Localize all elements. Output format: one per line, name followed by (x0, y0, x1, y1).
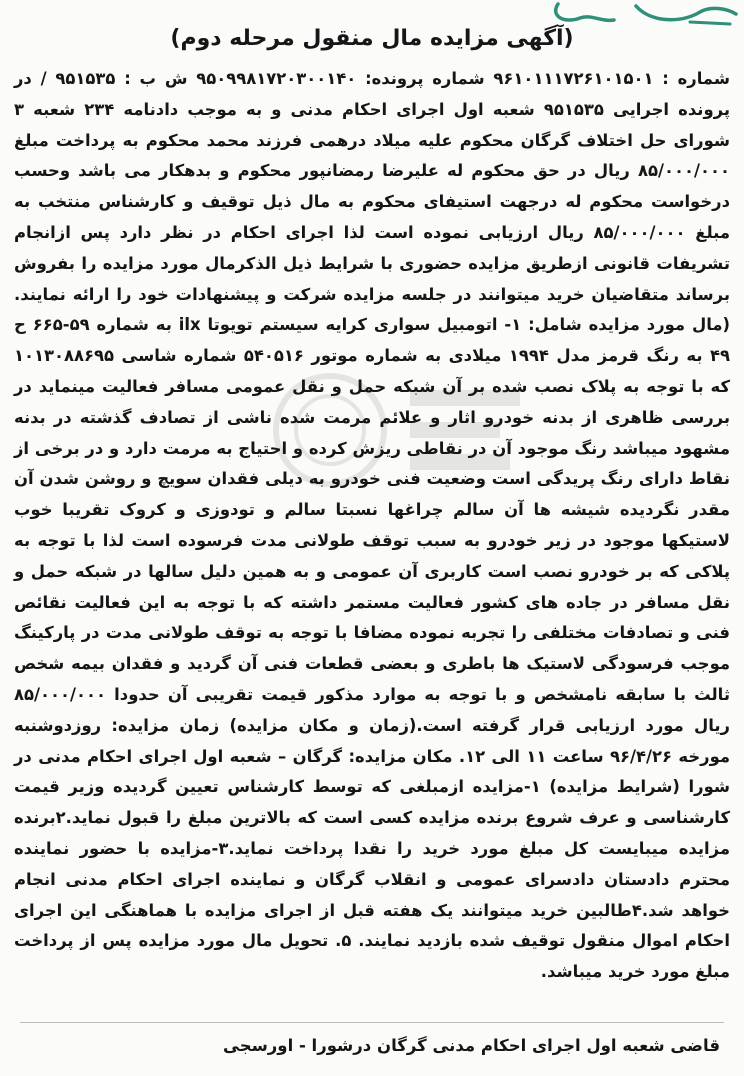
notice-body (14, 64, 730, 988)
notice-title: (آگهی مزایده مال منقول مرحله دوم) (170, 26, 574, 51)
notice-body-paragraph: شماره : ۹۶۱۰۱۱۱۷۲۶۱۰۱۵۰۱ شماره پرونده: ۹۵۰۹۹۸۱۷۲۰۳۰۰۱۴۰ ش ب : ۹۵۱۵۳۵ / در پرونده اجرایی ۹۵۱۵۳۵ شعبه اول اجرای احکام مدنی و به موجب دادنامه ۲۳۴ شعبه ۳ شورای حل اختلاف گرگان محکوم علیه میلاد درهمی فرزند محمد محکوم به پرداخت مبلغ ۸۵/۰۰۰/۰۰۰ ریال در حق محکوم له علیرضا رمضانپور محکوم و بدهکار می باشد وحسب درخواست محکوم له درجهت استیفای محکوم به مال ذیل توقیف و کارشناس منتخب به مبلغ ۸۵/۰۰۰/۰۰۰ ریال ارزیابی نموده است لذا اجرای احکام در نظر دارد پس ازانجام تشریفات قانونی ازطریق مزایده حضوری با شرایط ذیل الذکرمال مورد مزایده را بفروش برساند متقاضیان خرید میتوانند در جلسه مزایده شرکت و پیشنهادات خود را ارائه نمایند. (مال مورد مزایده شامل: ۱- اتومبیل سواری کرایه سیستم تویوتا ilx به شماره ۵۹-۶۶۵ ح ۴۹ به رنگ قرمز مدل ۱۹۹۴ میلادی به شماره موتور ۵۴۰۵۱۶ شماره شاسی ۱۰۱۳۰۸۸۶۹۵ که با توجه به پلاک نصب شده بر آن شبکه حمل و نقل عمومی مسافر فعالیت مینماید در بررسی ظاهری از بدنه خودرو اثار و علائم مرمت شده ناشی از تصادف گذشته در بدنه مشهود میباشد رنگ موجود آن در نقاطی ریزش کرده و احتیاج به مرمت دارد و در برخی از نقاط دارای رنگ پریدگی است وضعیت فنی خودرو به دیلی فقدان سویچ و روشن شدن آن مقدر نگردیده شیشه ها آن سالم چراغها نسبتا سالم و تودوزی و کروک تقریبا خوب لاستیکها موجود در زیر خودرو به سبب توقف طولانی مدت فرسوده است لذا با توجه به پلاکی که بر خودرو نصب است کاربری آن عمومی و به همین دلیل سالها در شبکه حمل و نقل مسافر در جاده های کشور فعالیت مستمر داشته که با توجه به این فعالیت نقائص فنی و تصادفات مختلفی را تجربه نموده مضافا با توجه به توقف طولانی مدت در پارکینگ موجب فرسودگی لاستیک ها باطری و بعضی قطعات فنی آن گردید و فقدان بیمه شخص ثالث با سابقه نامشخص و با توجه به موارد مذکور قیمت تقریبی آن حدودا ۸۵/۰۰۰/۰۰۰ ریال مورد ارزیابی قرار گرفته است.(زمان و مکان مزایده) زمان مزایده: روزدوشنبه مورخه ۹۶/۴/۲۶ ساعت ۱۱ الی ۱۲. مکان مزایده: گرگان – شعبه اول اجرای احکام مدنی در شورا (شرایط مزایده) ۱-مزایده ازمبلغی که توسط کارشناس تعیین گردیده وزیر قیمت کارشناسی و عرف شروع برنده مزایده کسی است که بالاترین مبلغ را قبول نماید.۲برنده مزایده میبایست کل مبلغ مورد خرید را نقدا پرداخت نماید.۳-مزایده با حضور نماینده محترم دادستان دادسرای عمومی و انقلاب گرگان و نماینده اجرای احکام مدنی انجام خواهد شد.۴طالبین خرید میتوانند یک هفته قبل از اجرای مزایده با هماهنگی این اجرای احکام اموال منقول توقیف شده بازدید نمایند. ۵. تحویل مال مورد مزایده پس از پرداخت مبلغ مورد خرید میباشد. (14, 69, 731, 982)
judge-signature-line: قاضی شعبه اول اجرای احکام مدنی گرگان درشورا - اورسجی (223, 1036, 720, 1055)
signature-divider (20, 1022, 724, 1023)
